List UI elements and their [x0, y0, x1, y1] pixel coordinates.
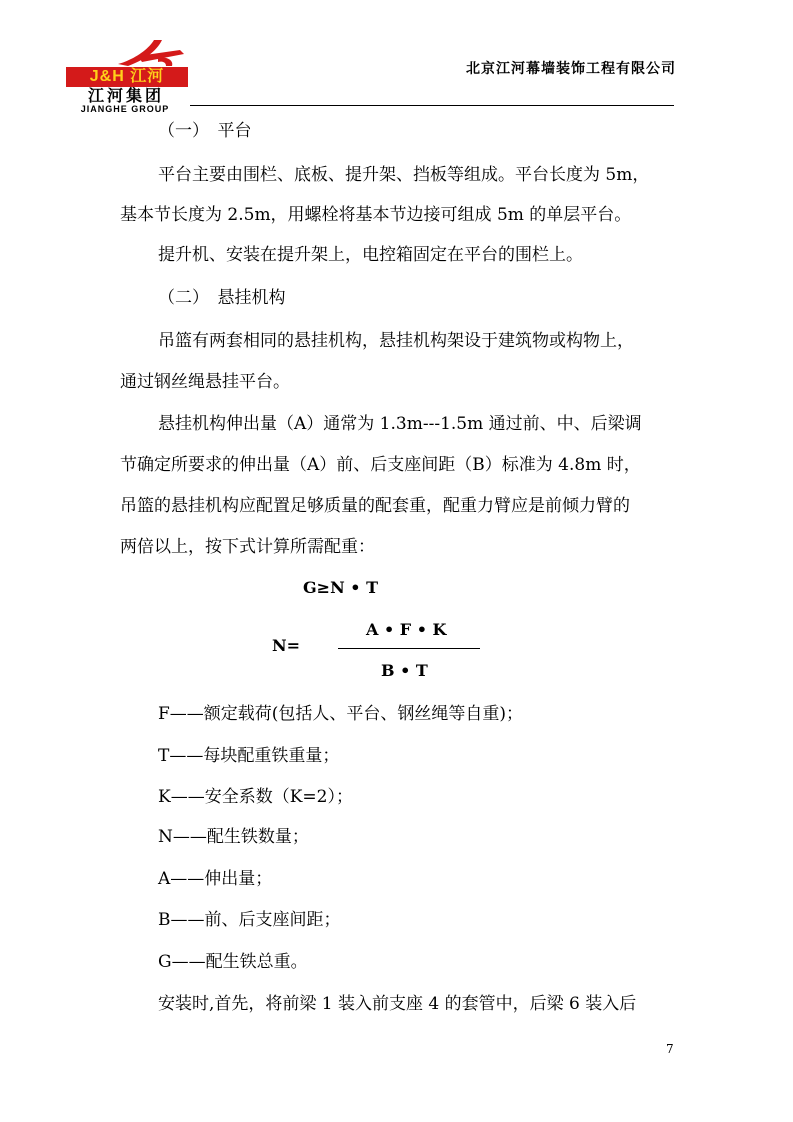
- definition-b: B——前、后支座间距；: [158, 910, 341, 930]
- company-name: 北京江河幕墙装饰工程有限公司: [466, 61, 676, 77]
- paragraph-line: 节确定所要求的伸出量（A）前、后支座间距（B）标准为 4.8m 时，: [120, 455, 641, 475]
- paragraph-line: 基本节长度为 2.5m，用螺栓将基本节边接可组成 5m 的单层平台。: [120, 205, 632, 225]
- formula-n-label: N=: [272, 636, 301, 655]
- definition-f: F——额定载荷(包括人、平台、钢丝绳等自重)；: [158, 704, 524, 724]
- definition-a: A——伸出量；: [158, 869, 273, 889]
- fraction-bar: [338, 648, 480, 649]
- paragraph-line: 悬挂机构伸出量（A）通常为 1.3m---1.5m 通过前、中、后梁调: [158, 414, 642, 434]
- company-logo: [60, 38, 188, 114]
- definition-t: T——每块配重铁重量；: [158, 746, 340, 766]
- definition-n: N——配生铁数量；: [158, 827, 309, 847]
- logo-mark-icon: [88, 38, 188, 68]
- paragraph-line: 平台主要由围栏、底板、提升架、挡板等组成。平台长度为 5m，: [158, 165, 650, 185]
- formula-numerator: A • F • K: [366, 620, 447, 639]
- formula-denominator: B • T: [381, 661, 428, 680]
- header-rule: [190, 105, 674, 106]
- definition-g: G——配生铁总重。: [158, 952, 308, 972]
- closing-paragraph: 安装时,首先，将前梁 1 装入前支座 4 的套管中，后梁 6 装入后: [158, 994, 637, 1014]
- formula-g: G≥N • T: [303, 578, 378, 597]
- section-heading-platform: （一） 平台: [158, 121, 252, 141]
- paragraph-line: 提升机、安装在提升架上，电控箱固定在平台的围栏上。: [158, 245, 583, 265]
- logo-chinese-name: 江河集团: [87, 86, 164, 105]
- logo-brand-box: J&H 江河: [66, 67, 188, 87]
- definition-k: K——安全系数（K=2）；: [158, 787, 353, 807]
- paragraph-line: 两倍以上，按下式计算所需配重：: [120, 537, 375, 557]
- section-heading-suspension: （二） 悬挂机构: [158, 288, 286, 308]
- paragraph-line: 通过钢丝绳悬挂平台。: [120, 372, 290, 392]
- paragraph-line: 吊篮的悬挂机构应配置足够质量的配套重，配重力臂应是前倾力臂的: [120, 496, 630, 516]
- page-number: 7: [666, 1042, 674, 1056]
- paragraph-line: 吊篮有两套相同的悬挂机构，悬挂机构架设于建筑物或构物上，: [158, 331, 634, 351]
- logo-english-name: JIANGHE GROUP: [80, 104, 170, 114]
